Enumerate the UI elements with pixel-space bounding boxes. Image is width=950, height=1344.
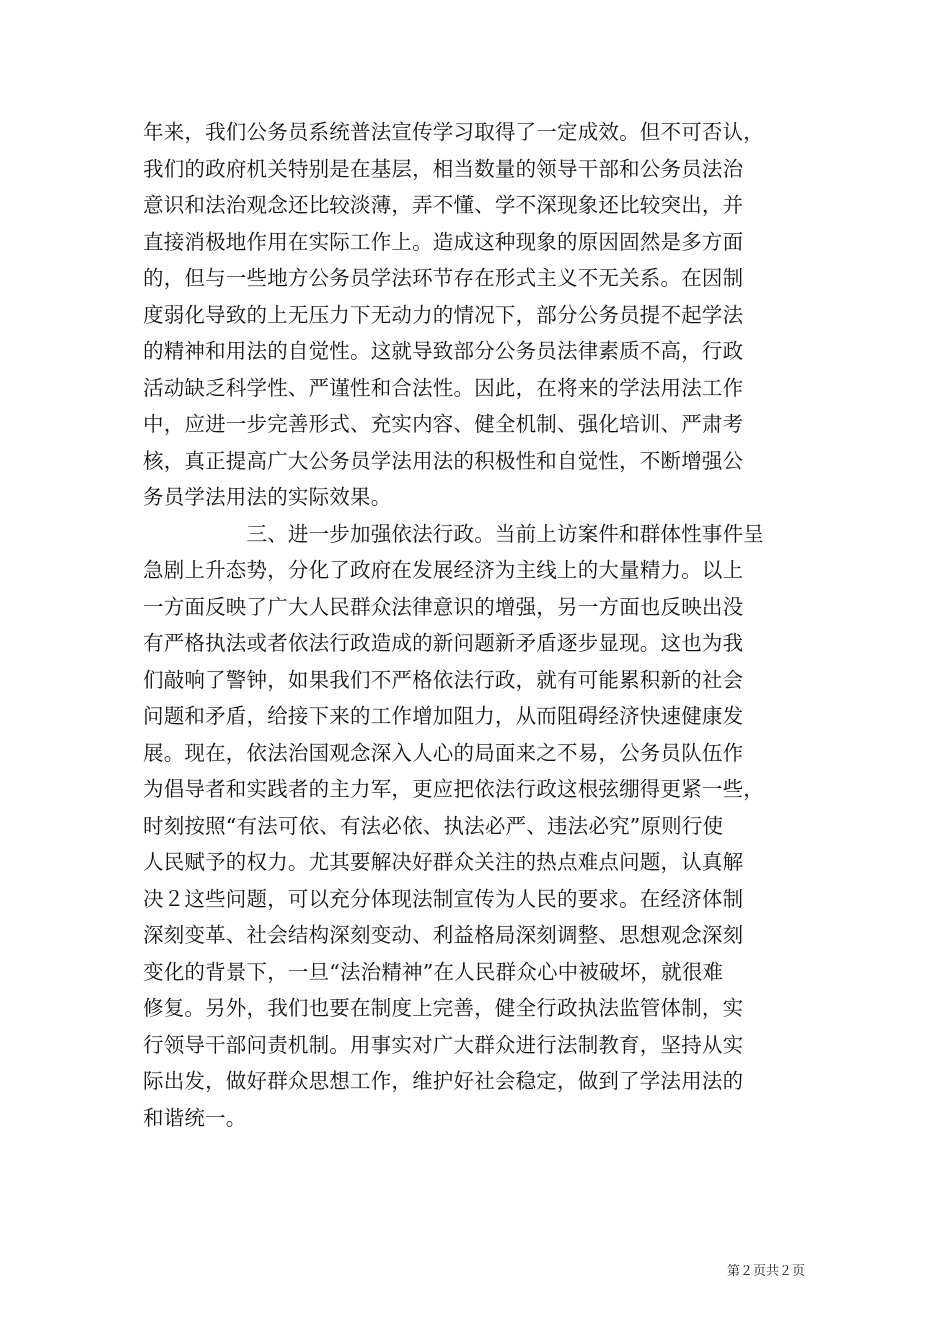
text-line: 时刻按照“有法可依、有法必依、执法必严、违法必究”原则行使 bbox=[143, 813, 724, 838]
text-line: 修复。另外，我们也要在制度上完善，健全行政执法监管体制，实 bbox=[143, 996, 744, 1020]
text-line: 行领导干部问责机制。用事实对广大群众进行法制教育，坚持从实 bbox=[143, 1032, 744, 1057]
text-line: 中，应进一步完善形式、充实内容、健全机制、强化培训、严肃考 bbox=[143, 412, 744, 436]
text-line: 变化的背景下，一旦“法治精神”在人民群众心中被破坏，就很难 bbox=[143, 959, 724, 984]
text-line: 和谐统一。 bbox=[143, 1105, 247, 1130]
text-line: 展。现在，依法治国观念深入人心的局面来之不易，公务员队伍作 bbox=[143, 740, 744, 765]
body-text bbox=[143, 114, 813, 1136]
text-line: 年来，我们公务员系统普法宣传学习取得了一定成效。但不可否认， bbox=[143, 120, 764, 144]
page-number: 第２页共２页 bbox=[726, 1264, 805, 1279]
text-line: 们敲响了警钟，如果我们不严格依法行政，就有可能累积新的社会 bbox=[143, 667, 744, 692]
text-line: 有严格执法或者依法行政造成的新问题新矛盾逐步显现。这也为我 bbox=[143, 631, 744, 655]
text-line: 我们的政府机关特别是在基层，相当数量的领导干部和公务员法治 bbox=[143, 156, 744, 181]
text-line: 为倡导者和实践者的主力军，更应把依法行政这根弦绷得更紧一些， bbox=[143, 777, 764, 801]
text-line: 活动缺乏科学性、严谨性和合法性。因此，在将来的学法用法工作 bbox=[143, 375, 744, 400]
section-heading-line: 三、进一步加强依法行政。当前上访案件和群体性事件呈 bbox=[143, 521, 764, 546]
text-line: 人民赋予的权力。尤其要解决好群众关注的热点难点问题，认真解 bbox=[143, 850, 744, 874]
text-line: 的，但与一些地方公务员学法环节存在形式主义不无关系。在因制 bbox=[143, 266, 744, 290]
text-line: 务员学法用法的实际效果。 bbox=[143, 485, 392, 509]
text-line: 决２这些问题，可以充分体现法制宣传为人民的要求。在经济体制 bbox=[143, 886, 744, 911]
text-line: 意识和法治观念还比较淡薄，弄不懂、学不深现象还比较突出，并 bbox=[143, 193, 744, 217]
text-line: 急剧上升态势，分化了政府在发展经济为主线上的大量精力。以上 bbox=[143, 558, 744, 582]
text-line: 深刻变革、社会结构深刻变动、利益格局深刻调整、思想观念深刻 bbox=[143, 923, 744, 947]
text-line: 际出发，做好群众思想工作，维护好社会稳定，做到了学法用法的 bbox=[143, 1069, 744, 1093]
text-line: 一方面反映了广大人民群众法律意识的增强，另一方面也反映出没 bbox=[143, 594, 744, 619]
text-line: 度弱化导致的上无压力下无动力的情况下，部分公务员提不起学法 bbox=[143, 302, 744, 327]
text-line: 核，真正提高广大公务员学法用法的积极性和自觉性，不断增强公 bbox=[143, 448, 744, 473]
text-line: 直接消极地作用在实际工作上。造成这种现象的原因固然是多方面 bbox=[143, 229, 744, 254]
text-line: 问题和矛盾，给接下来的工作增加阻力，从而阻碍经济快速健康发 bbox=[143, 704, 744, 728]
text-line: 的精神和用法的自觉性。这就导致部分公务员法律素质不高，行政 bbox=[143, 339, 744, 363]
